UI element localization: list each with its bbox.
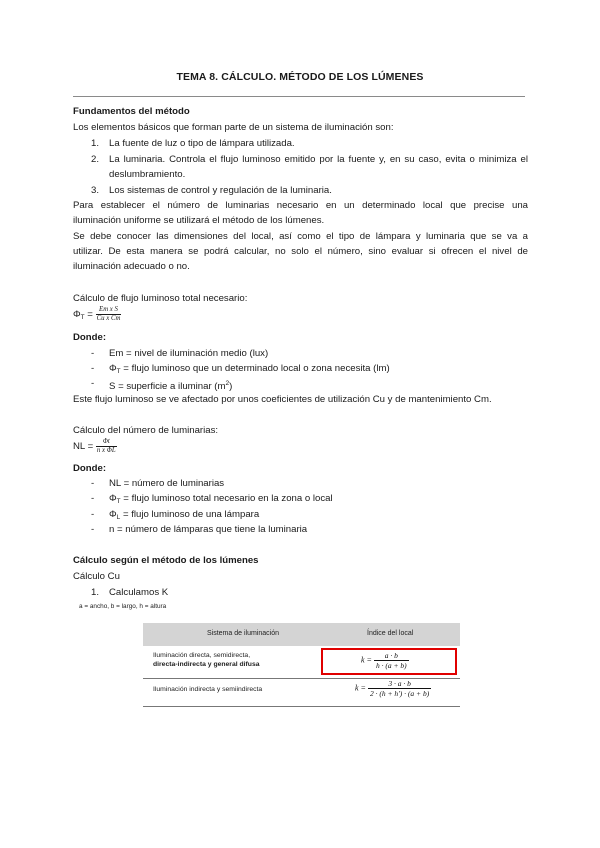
- list-dash: -: [91, 478, 95, 489]
- paragraph-line: iluminación adecuado o no.: [73, 261, 190, 272]
- formula-denominator: h · (a + b): [375, 661, 407, 670]
- formula-heading-flujo: Cálculo de flujo luminoso total necesario:: [73, 293, 248, 304]
- list-item: Los sistemas de control y regulación de la luminaria.: [109, 185, 332, 196]
- list-dash: -: [91, 378, 95, 389]
- table-cell-line: Iluminación directa, semidirecta,: [153, 652, 251, 659]
- title-divider: [73, 96, 525, 97]
- list-item-text: = flujo luminoso de una lámpara: [120, 509, 260, 520]
- formula-numerator: Em x S: [96, 306, 122, 315]
- formula-lhs: NL =: [73, 441, 94, 453]
- list-number: 3.: [91, 185, 100, 196]
- table-header-system: Sistema de iluminación: [207, 630, 279, 637]
- formula-lhs: k =: [355, 683, 366, 693]
- list-item: Em = nivel de iluminación medio (lux): [109, 348, 269, 359]
- formula-denominator: n x ΦL: [96, 447, 116, 454]
- list-item-text: = flujo luminoso total necesario en la zona o local: [120, 493, 333, 504]
- donde-label: Donde:: [73, 463, 107, 474]
- phi-subscript: T: [80, 314, 85, 322]
- paragraph-line: iluminación uniforme se utilizará el método de los lúmenes.: [73, 215, 325, 226]
- paragraph-line: utilizar. De esta manera se podrá calcular, no solo el número, sino evaluar si ofrecen el nivel de: [73, 246, 528, 257]
- phi-symbol: Φ: [109, 493, 117, 504]
- phi-subscript: L: [116, 514, 121, 521]
- room-index-table: [143, 623, 460, 707]
- paragraph-line: Se debe conocer las dimensiones del local, así como el tipo de lámpara y luminaria que se va a: [73, 231, 528, 242]
- coefficient-note: Este flujo luminoso se ve afectado por unos coeficientes de utilización Cu y de mantenimiento Cm.: [73, 394, 492, 405]
- subheading-cu: Cálculo Cu: [73, 571, 120, 582]
- phi-subscript: T: [116, 498, 121, 505]
- formula-denominator: Cu x Cm: [96, 315, 121, 322]
- intro-text: Los elementos básicos que forman parte de un sistema de iluminación son:: [73, 122, 394, 133]
- formula-equals: =: [84, 309, 93, 321]
- formula-heading-luminarias: Cálculo del número de luminarias:: [73, 425, 219, 436]
- highlight-box: [321, 648, 457, 675]
- formula-numerator: Φt: [96, 438, 117, 447]
- step-text: Calculamos K: [109, 587, 169, 598]
- list-dash: -: [91, 493, 95, 504]
- list-item: La luminaria. Controla el flujo luminoso emitido por la fuente y, en su caso, evita o minimiza el deslumbramiento.: [109, 154, 528, 180]
- list-dash: -: [91, 509, 95, 520]
- list-item: n = número de lámparas que tiene la luminaria: [109, 524, 308, 535]
- phi-subscript: T: [116, 368, 121, 375]
- section-heading-metodo: Cálculo según el método de los lúmenes: [73, 555, 259, 566]
- phi-symbol: Φ: [109, 509, 117, 520]
- paragraph-line: Para establecer el número de luminarias necesario en un determinado local que precise una: [73, 200, 528, 211]
- formula-numerator: 3 · a · b: [368, 679, 431, 689]
- list-item-text: = flujo luminoso que un determinado local o zona necesita (lm): [120, 363, 390, 374]
- list-number: 1.: [91, 138, 100, 149]
- superscript: 2: [225, 380, 230, 387]
- list-item: NL = número de luminarias: [109, 478, 225, 489]
- section-heading-fundamentos: Fundamentos del método: [73, 106, 190, 117]
- formula-numerator: a · b: [374, 651, 409, 661]
- formula-fraction: [96, 438, 117, 455]
- formula-fraction: [96, 306, 122, 323]
- list-item-close: ): [229, 381, 233, 392]
- phi-symbol: Φ: [109, 363, 117, 374]
- list-dash: -: [91, 348, 95, 359]
- list-number: 1.: [91, 587, 100, 598]
- list-number: 2.: [91, 154, 100, 165]
- formula-lhs: k =: [361, 655, 372, 665]
- formula-k-indirect: [355, 679, 431, 698]
- dimensions-legend: a = ancho, b = largo, h = altura: [79, 603, 167, 610]
- list-dash: -: [91, 524, 95, 535]
- formula-fraction: [368, 679, 431, 698]
- list-item-text: S = superficie a iluminar (m: [109, 381, 226, 392]
- table-row-indirect: Iluminación indirecta y semiindirecta: [153, 686, 263, 693]
- table-cell-line: directa-indirecta y general difusa: [153, 661, 260, 668]
- formula-luminarias: [73, 438, 528, 456]
- table-bottom-line: [143, 706, 460, 707]
- formula-denominator: 2 · (h + h′) · (a + b): [369, 689, 430, 698]
- list-dash: -: [91, 363, 95, 374]
- list-item: La fuente de luz o tipo de lámpara utilizada.: [109, 138, 295, 149]
- table-header-index: Índice del local: [367, 630, 414, 637]
- page-title: TEMA 8. CÁLCULO. MÉTODO DE LOS LÚMENES: [176, 71, 424, 83]
- phi-symbol: Φ: [73, 309, 81, 321]
- table-row-direct: [153, 651, 260, 669]
- formula-flujo: [73, 306, 528, 327]
- donde-label: Donde:: [73, 332, 107, 343]
